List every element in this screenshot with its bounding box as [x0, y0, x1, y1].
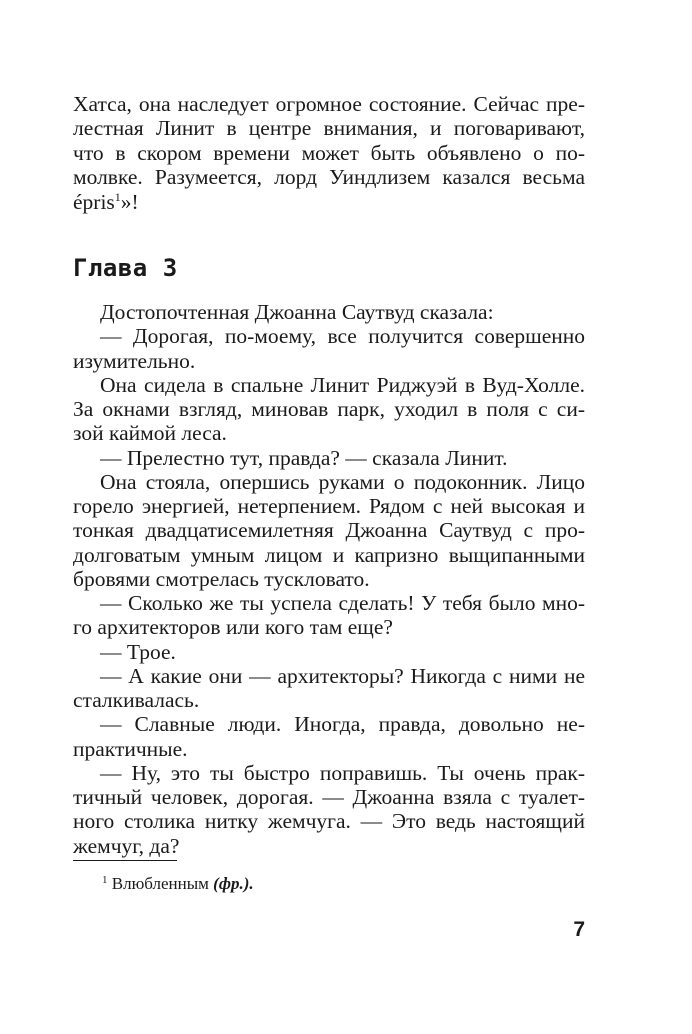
- text-line: — Славные люди. Иногда, правда, довольно не-: [100, 712, 585, 736]
- text-line: [73, 190, 585, 214]
- text-line: — Сколько же ты успела сделать! У тебя было мно-: [100, 591, 585, 615]
- text-line: изумительно.: [73, 349, 196, 373]
- text-line: молвке. Разумеется, лорд Уиндлизем казался весьма: [73, 165, 585, 189]
- text-line: За окнами взгляд, миновав парк, уходил в поля с си-: [73, 397, 585, 421]
- text-line: бровями смотрелась тускловато.: [73, 567, 370, 591]
- text-line: практичные.: [73, 737, 188, 761]
- text-line: ного столика нитку жемчуга. — Это ведь настоящий: [73, 809, 585, 833]
- text-line: Она стояла, опершись руками о подоконник. Лицо: [100, 470, 585, 494]
- text-line: долговатым умным лицом и капризно выщипанными: [73, 543, 585, 567]
- footnote-text: Влюбленным: [111, 874, 209, 893]
- foreign-word: épris: [73, 190, 115, 214]
- footnote-note: (фр.).: [213, 874, 254, 893]
- text-line: — Трое.: [100, 640, 176, 664]
- footnote-ref: 1: [114, 190, 121, 204]
- text-line: жемчуг, да?: [73, 834, 180, 858]
- footnote: [102, 873, 254, 895]
- footnote-rule: [73, 860, 177, 861]
- footnote-marker: 1: [102, 874, 108, 886]
- page-number: 7: [573, 918, 585, 941]
- text-line: тонкая двадцатисемилетняя Джоанна Саутвуд с про-: [73, 518, 585, 542]
- text-line: Она сидела в спальне Линит Риджуэй в Вуд-Холле.: [100, 373, 585, 397]
- text-line: тичный человек, дорогая. — Джоанна взяла с туалет-: [73, 785, 585, 809]
- text-line: что в скором времени может быть объявлено о по-: [73, 141, 585, 165]
- text-line: сталкивалась.: [73, 688, 200, 712]
- text-line: — А какие они — архитекторы? Никогда с ними не: [100, 664, 585, 688]
- text-line: зой каймой леса.: [73, 421, 227, 445]
- text-line: горело энергией, нетерпением. Рядом с ней высокая и: [73, 494, 585, 518]
- text-line: Достопочтенная Джоанна Саутвуд сказала:: [100, 300, 494, 324]
- chapter-heading: Глава 3: [73, 254, 178, 282]
- text-line: — Ну, это ты быстро поправишь. Ты очень прак-: [100, 761, 585, 785]
- text-line: — Прелестно тут, правда? — сказала Линит.: [100, 446, 508, 470]
- text-line: го архитекторов или кого там еще?: [73, 615, 393, 639]
- text-line: лестная Линит в центре внимания, и поговаривают,: [73, 116, 585, 140]
- text-tail: »!: [120, 190, 139, 214]
- text-line: — Дорогая, по-моему, все получится совершенно: [100, 324, 585, 348]
- text-line: Хатса, она наследует огромное состояние. Сейчас пре-: [73, 92, 585, 116]
